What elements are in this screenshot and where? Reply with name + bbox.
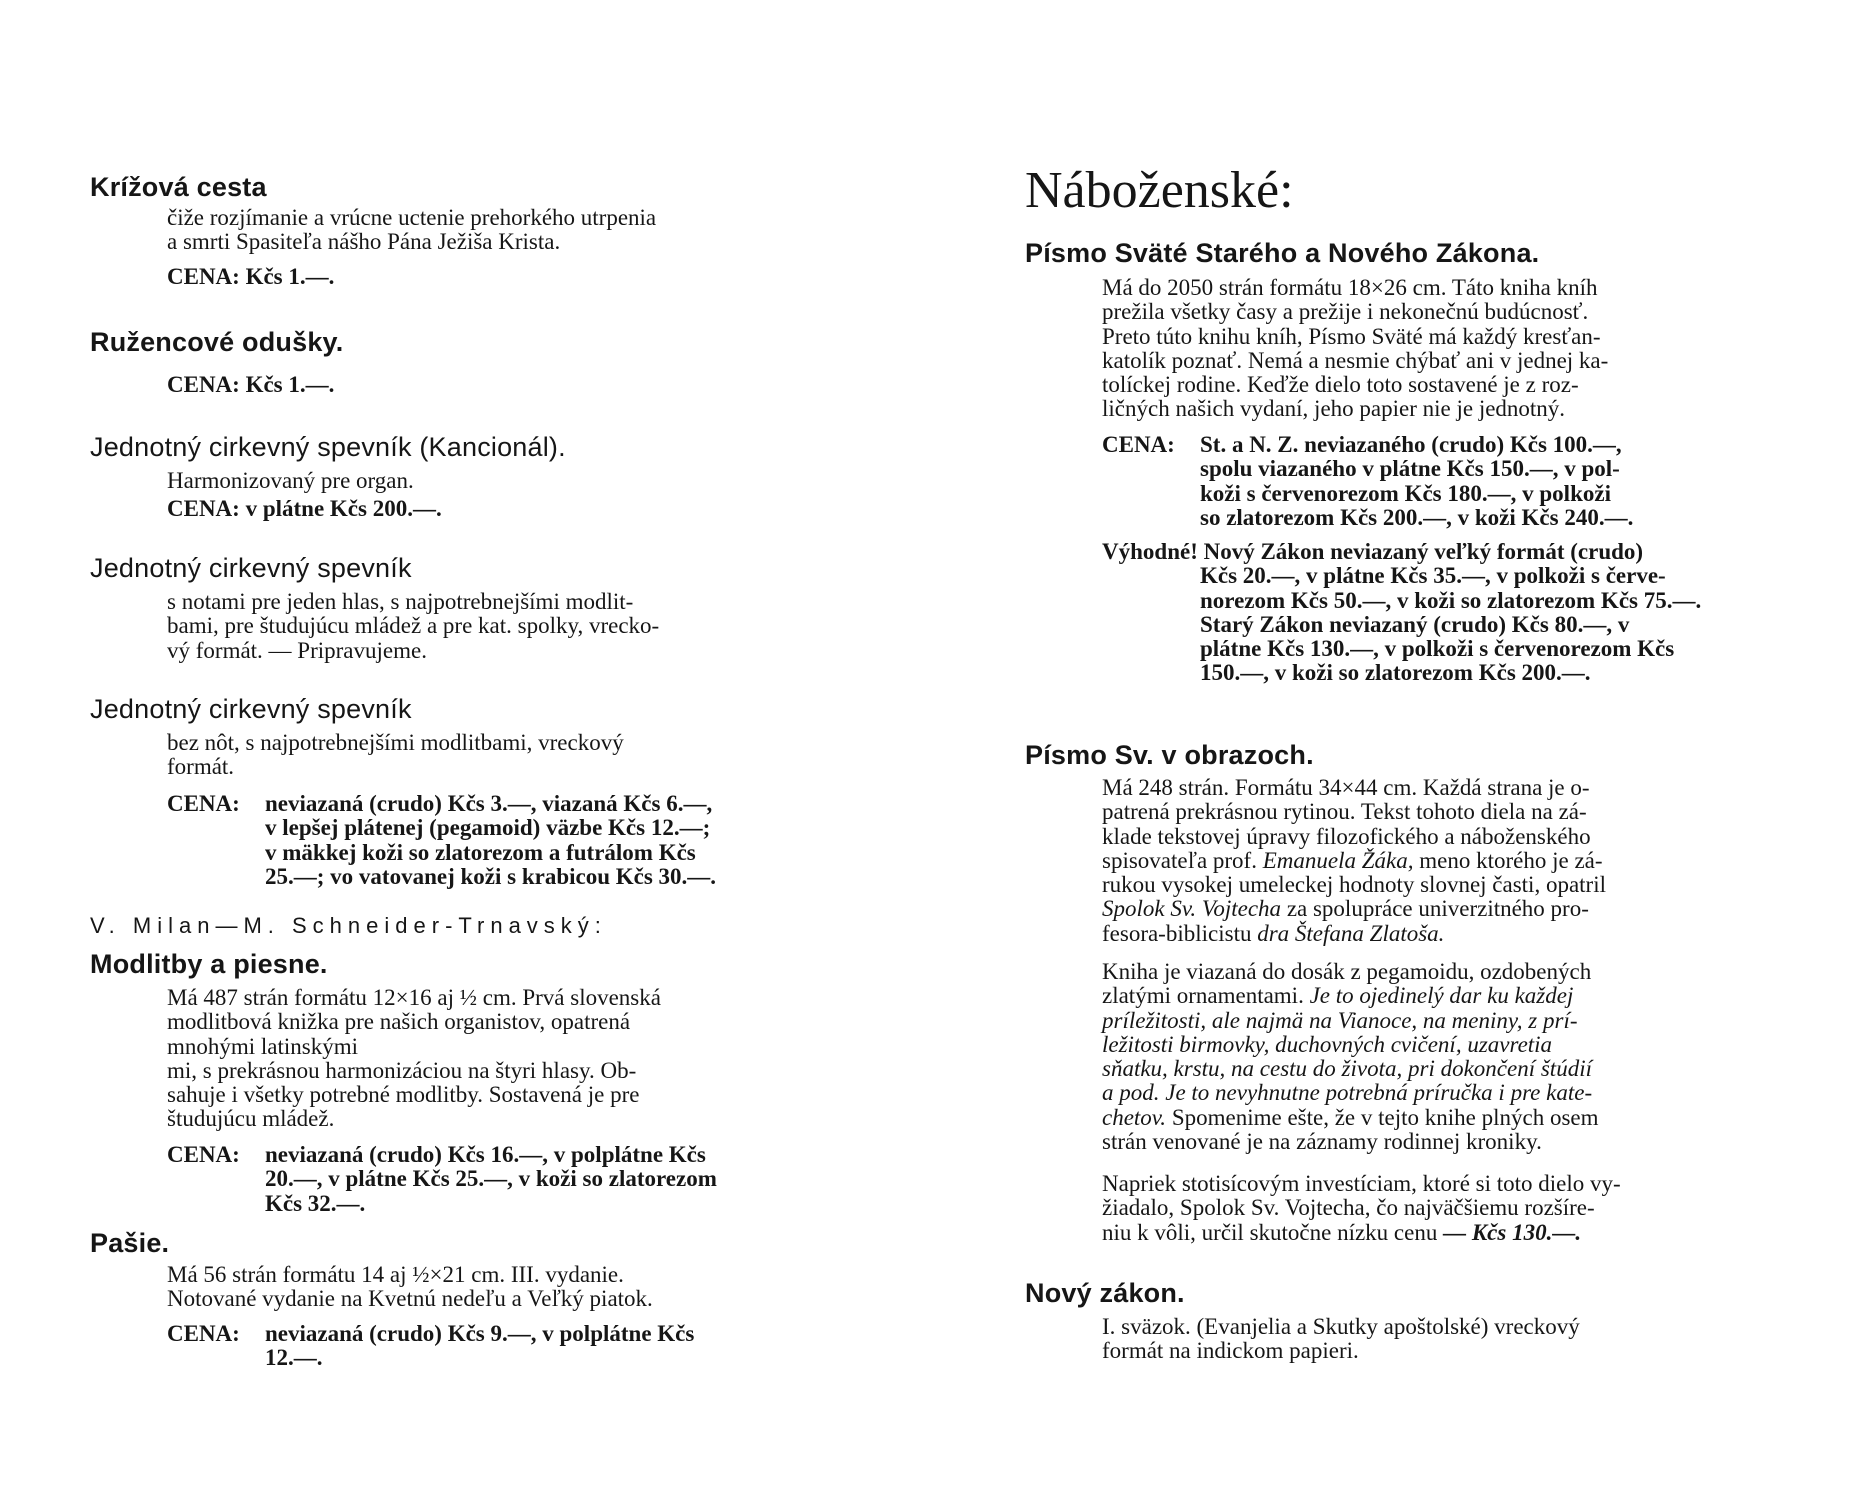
modlitby-price: CENA: neviazaná (crudo) Kčs 16.—, v polplátne Kčs 20.—, v plátne Kčs 25.—, v koži so zlatorezom Kčs 32.—. xyxy=(167,1142,717,1216)
modlitby-desc: Má 487 strán formátu 12×16 aj ½ cm. Prvá slovenská modlitbová knižka pre našich organistov, opatrená mnohými latinskými mi, s prekrásnou harmonizáciou na štyri hlasy. Ob- sahuje i všetky potrebné modlitby. Sostavená je pre študujúcu mládež. xyxy=(167,985,661,1132)
pasie-title: Pašie. xyxy=(90,1228,170,1258)
pasie-desc: Má 56 strán formátu 14 aj ½×21 cm. III. vydanie. Notované vydanie na Kvetnú nedeľu a Veľký piatok. xyxy=(167,1262,653,1312)
obrazoch-p1: Má 248 strán. Formátu 34×44 cm. Každá strana je o- patrená prekrásnou rytinou. Tekst tohoto diela na zá- klade tekstovej úpravy filozofického a náboženského spisovateľa prof. Emanuela Žáka, meno ktorého je zá- rukou vysokej umeleckej hodnoty slovnej časti, opatril Spolok Sv. Vojtecha za spolupráce univerzitného pro- fesora-biblicistu dra Štefana Zlatoša. xyxy=(1102,775,1606,946)
krizova-price: CENA: Kčs 1.—. xyxy=(167,264,335,289)
ruzencove-title: Ružencové odušky. xyxy=(90,327,344,357)
spevnik-noty-desc: s notami pre jeden hlas, s najpotrebnejšími modlit- bami, pre študujúcu mládež a pre kat. spolky, vrecko- vý formát. — Pripravujeme. xyxy=(167,589,660,663)
obrazoch-title: Písmo Sv. v obrazoch. xyxy=(1025,740,1314,770)
spevnik-bez-price: CENA: neviazaná (crudo) Kčs 3.—, viazaná Kčs 6.—, v lepšej plátenej (pegamoid) väzbe Kčs 12.—; v mäkkej koži so zlatorezom a futrálom Kčs 25.—; vo vatovanej koži s krabicou Kčs 30.—. xyxy=(167,791,717,889)
pismo-desc: Má do 2050 strán formátu 18×26 cm. Táto kniha kníh prežila všetky časy a prežije i nekonečnú budúcnosť. Preto túto knihu kníh, Písmo Sväté má každý kresťan- katolík poznať. Nemá a nesmie chýbať ani v jednej ka- tolíckej rodine. Keďže dielo toto sostavené je z roz- ličných našich vydaní, jeho papier nie je jednotný. xyxy=(1102,275,1609,422)
spevnik-noty-title: Jednotný cirkevný spevník xyxy=(90,553,412,583)
author-line: V. Milan—M. Schneider-Trnavský: xyxy=(90,913,607,938)
kancional-price: CENA: v plátne Kčs 200.—. xyxy=(167,496,442,521)
section-heading: Náboženské: xyxy=(1025,162,1294,219)
ruzencove-price: CENA: Kčs 1.—. xyxy=(167,372,335,397)
spevnik-bez-title: Jednotný cirkevný spevník xyxy=(90,694,412,724)
pismo-offer: Výhodné! Nový Zákon neviazaný veľký formát (crudo) Kčs 20.—, v plátne Kčs 35.—, v polkoži s červe- norezom Kčs 50.—, v koži so zlatorezom Kčs 75.—. Starý Zákon neviazaný (crudo) Kčs 80.—, v plátne Kčs 130.—, v polkoži s červenorezom Kčs 150.—, v koži so zlatorezom Kčs 200.—. xyxy=(1102,539,1702,686)
krizova-desc: čiže rozjímanie a vrúcne uctenie prehorkého utrpenia a smrti Spasiteľa nášho Pána Ježiša Krista. xyxy=(167,205,657,255)
obrazoch-p3: Napriek stotisícovým investíciam, ktoré si toto dielo vy- žiadalo, Spolok Sv. Vojtecha, čo najväčšiemu rozšíre- niu k vôli, určil skutočne nízku cenu — Kčs 130.—. xyxy=(1102,1171,1621,1245)
krizova-title: Krížová cesta xyxy=(90,172,267,202)
pismo-price: CENA: St. a N. Z. neviazaného (crudo) Kčs 100.—, spolu viazaného v plátne Kčs 150.—, v pol- koži s červenorezom Kčs 180.—, v polkoži so zlatorezom Kčs 200.—, v koži Kčs 240.—. xyxy=(1102,432,1634,530)
spevnik-bez-desc: bez nôt, s najpotrebnejšími modlitbami, vreckový formát. xyxy=(167,730,624,780)
pismo-title: Písmo Sväté Starého a Nového Zákona. xyxy=(1025,238,1540,268)
kancional-desc: Harmonizovaný pre organ. xyxy=(167,468,414,493)
novy-title: Nový zákon. xyxy=(1025,1278,1185,1308)
novy-desc: I. sväzok. (Evanjelia a Skutky apoštolské) vreckový formát na indickom papieri. xyxy=(1102,1314,1580,1364)
pasie-price: CENA: neviazaná (crudo) Kčs 9.—, v polplátne Kčs 12.—. xyxy=(167,1321,695,1371)
kancional-title: Jednotný cirkevný spevník (Kancionál). xyxy=(90,432,566,462)
obrazoch-p2: Kniha je viazaná do dosák z pegamoidu, ozdobených zlatými ornamentami. Je to ojedinelý dar ku každej príležitosti, ale najmä na Vianoce, na meniny, z prí- ležitosti birmovky, duchovných cvičení, uzavretia sňatku, krstu, na cestu do života, pri dokončení štúdií a pod. Je to nevyhnutne potrebná príručka i pre kate- chetov. Spomenime ešte, že v tejto knihe plných osem strán venované je na záznamy rodinnej kroniky. xyxy=(1102,959,1599,1155)
modlitby-title: Modlitby a piesne. xyxy=(90,949,328,979)
